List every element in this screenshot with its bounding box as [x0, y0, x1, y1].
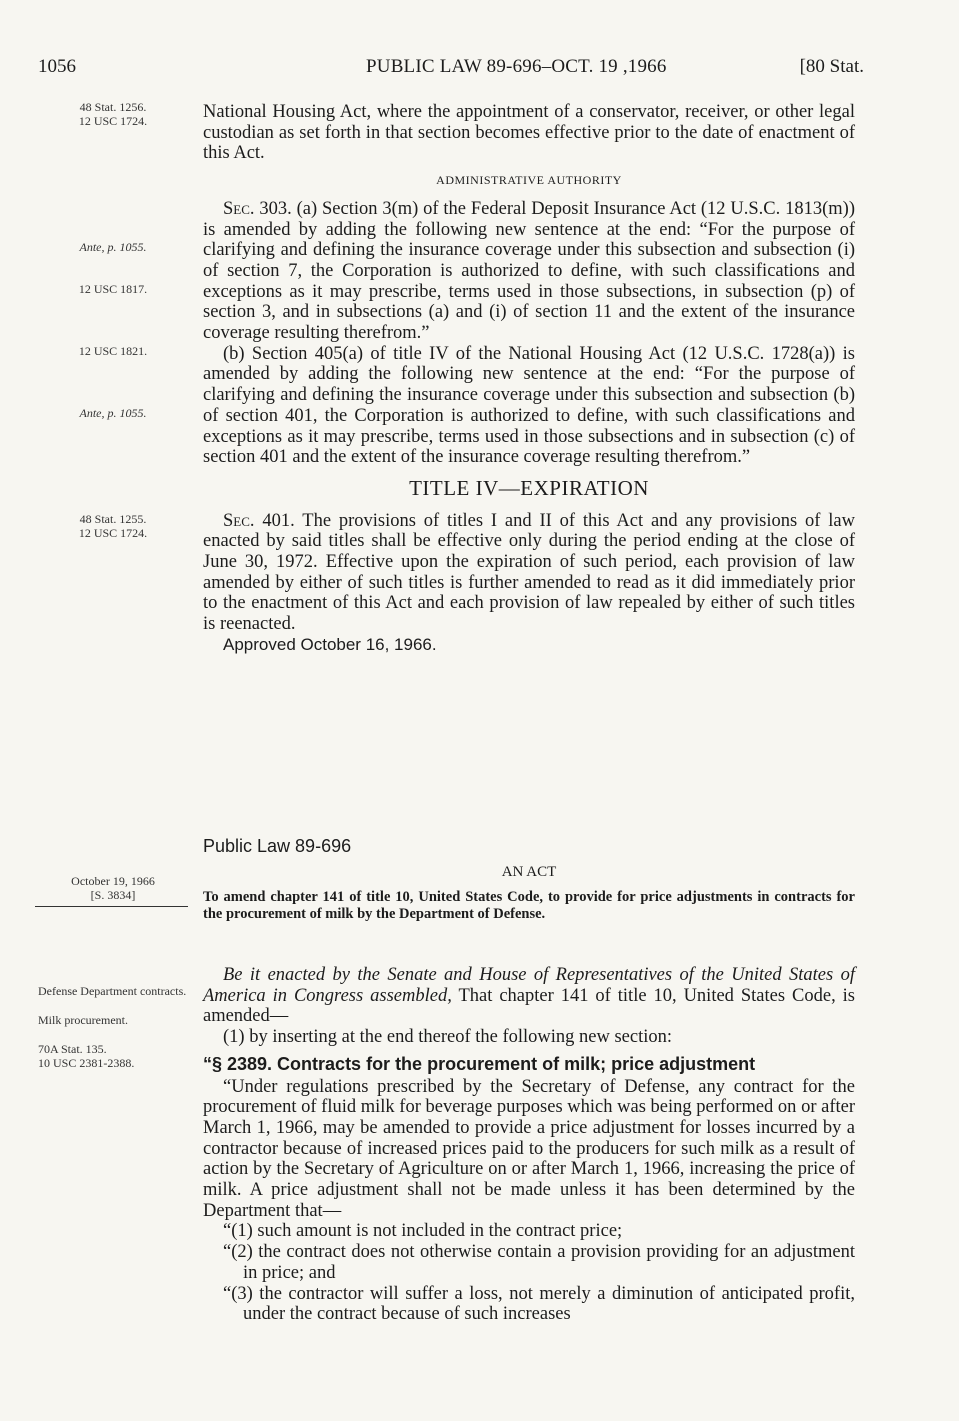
sec-label: Sec.: [223, 510, 255, 531]
condition-3: “(3) the contractor will suffer a loss, not merely a diminution of anticipated profit, under the contract because of such increases: [223, 1283, 855, 1325]
sec401-text: 401. The provisions of titles I and II of this Act and any provisions of law enacted by said titles shall be effective only during the period ending at the close of June 30, 1972. Effective upon the expiration of such period, each provision of law amended by either of such titles is further amended to read as it did immediately prior to the enactment of this Act and each provision of law repealed by either of such titles is reenacted.: [203, 510, 855, 635]
main-text: [203, 102, 855, 656]
paragraph-sec303a: [203, 199, 855, 344]
margin-note: 48 Stat. 1256.: [79, 100, 147, 114]
margin-note-date: October 19, 1966: [71, 874, 155, 888]
an-act-heading: AN ACT: [501, 864, 557, 880]
margin-note: 12 USC 1817.: [78, 282, 148, 296]
margin-note: 12 USC 1724.: [78, 114, 148, 128]
section-2389-text: “Under regulations prescribed by the Secretary of Defense, any contract for the procurement of fluid milk for beverage purposes which was being performed on or after March 1, 1966, may be amended to provide a price adjustment for losses incurred by a contractor because of increased prices paid to the producers for such milk as a result of action by the Secretary of Agriculture on or after March 1, 1966, increasing the price of milk. A price adjustment shall not be made unless it has been determined by the Department that—: [203, 1076, 855, 1221]
purpose-text: To amend chapter 141 of title 10, United States Code, to provide for price adjustments in contracts for the procurement of milk by the Department of Defense.: [203, 889, 855, 922]
title-heading: TITLE IV—EXPIRATION: [409, 475, 649, 500]
statute-volume: [80 Stat.: [799, 56, 864, 77]
margin-note-bill: [S. 3834]: [90, 888, 136, 902]
section-2389-heading: “§ 2389. Contracts for the procurement of milk; price adjustment: [203, 1053, 756, 1074]
public-law-number: Public Law 89-696: [203, 836, 352, 856]
condition-1: “(1) such amount is not included in the contract price;: [223, 1221, 623, 1242]
margin-note: Ante, p. 1055.: [79, 406, 147, 420]
margin-note: 48 Stat. 1255.: [79, 512, 147, 526]
approval-line: Approved October 16, 1966.: [223, 634, 437, 654]
paragraph-sec303b: (b) Section 405(a) of title IV of the National Housing Act (12 U.S.C. 1728(a)) is amended by adding the following new sentence at the end: “For the purpose of clarifying and defining the insurance coverage under this subsection and subsection (b) of section 401, the Corporation is authorized to define, with such classifications and exceptions as it may prescribe, terms used in those subsections and in subsection (c) of section 401 and the extent of the insurance coverage resulting therefrom.”: [203, 343, 855, 468]
paragraph: National Housing Act, where the appointment of a conservator, receiver, or other legal custodian as set forth in that section becomes effective prior to the date of enactment of this Act.: [203, 102, 855, 164]
margin-divider: [35, 906, 188, 907]
sec303a-text: 303. (a) Section 3(m) of the Federal Deposit Insurance Act (12 U.S.C. 1813(m)) is amended by adding the following new sentence at the end: “For the purpose of clarifying and defining the insurance coverage under this subsection and subsection (i) of section 7, the Corporation is authorized to define, with such classifications and exceptions as it may prescribe, terms used in those subsections, in subsection (p) of section 3, and in subsections (a) and (i) of section 11 and the extent of the insurance coverage resulting therefrom.”: [203, 198, 855, 344]
margin-note: 10 USC 2381-2388.: [38, 1056, 135, 1070]
page-header: [38, 56, 864, 82]
margin-note: 12 USC 1724.: [78, 526, 148, 540]
margin-note: 12 USC 1821.: [78, 344, 148, 358]
enacting-rest: That chapter 141 of title 10, United States Code, is amended—: [203, 985, 855, 1027]
margin-note: 70A Stat. 135.: [38, 1042, 107, 1056]
margin-note: Milk procurement.: [38, 1013, 128, 1027]
sec-label: Sec.: [223, 198, 255, 219]
margin-note: Ante, p. 1055.: [79, 240, 147, 254]
running-title: PUBLIC LAW 89-696–OCT. 19 ,1966: [366, 56, 667, 77]
second-law-text: [203, 965, 855, 1325]
section-heading: ADMINISTRATIVE AUTHORITY: [436, 173, 622, 188]
page-number: 1056: [38, 56, 76, 77]
item-1: (1) by inserting at the end thereof the following new section:: [223, 1027, 673, 1048]
condition-2: “(2) the contract does not otherwise contain a provision providing for an adjustment in price; and: [223, 1242, 855, 1283]
enacting-italic: Be it enacted by the Senate and House of Representatives of the United States of America in Congress assembled,: [203, 965, 855, 1006]
enacting-clause: [203, 965, 855, 1027]
margin-note: Defense Department contracts.: [38, 984, 187, 998]
paragraph-sec401: [203, 511, 855, 635]
